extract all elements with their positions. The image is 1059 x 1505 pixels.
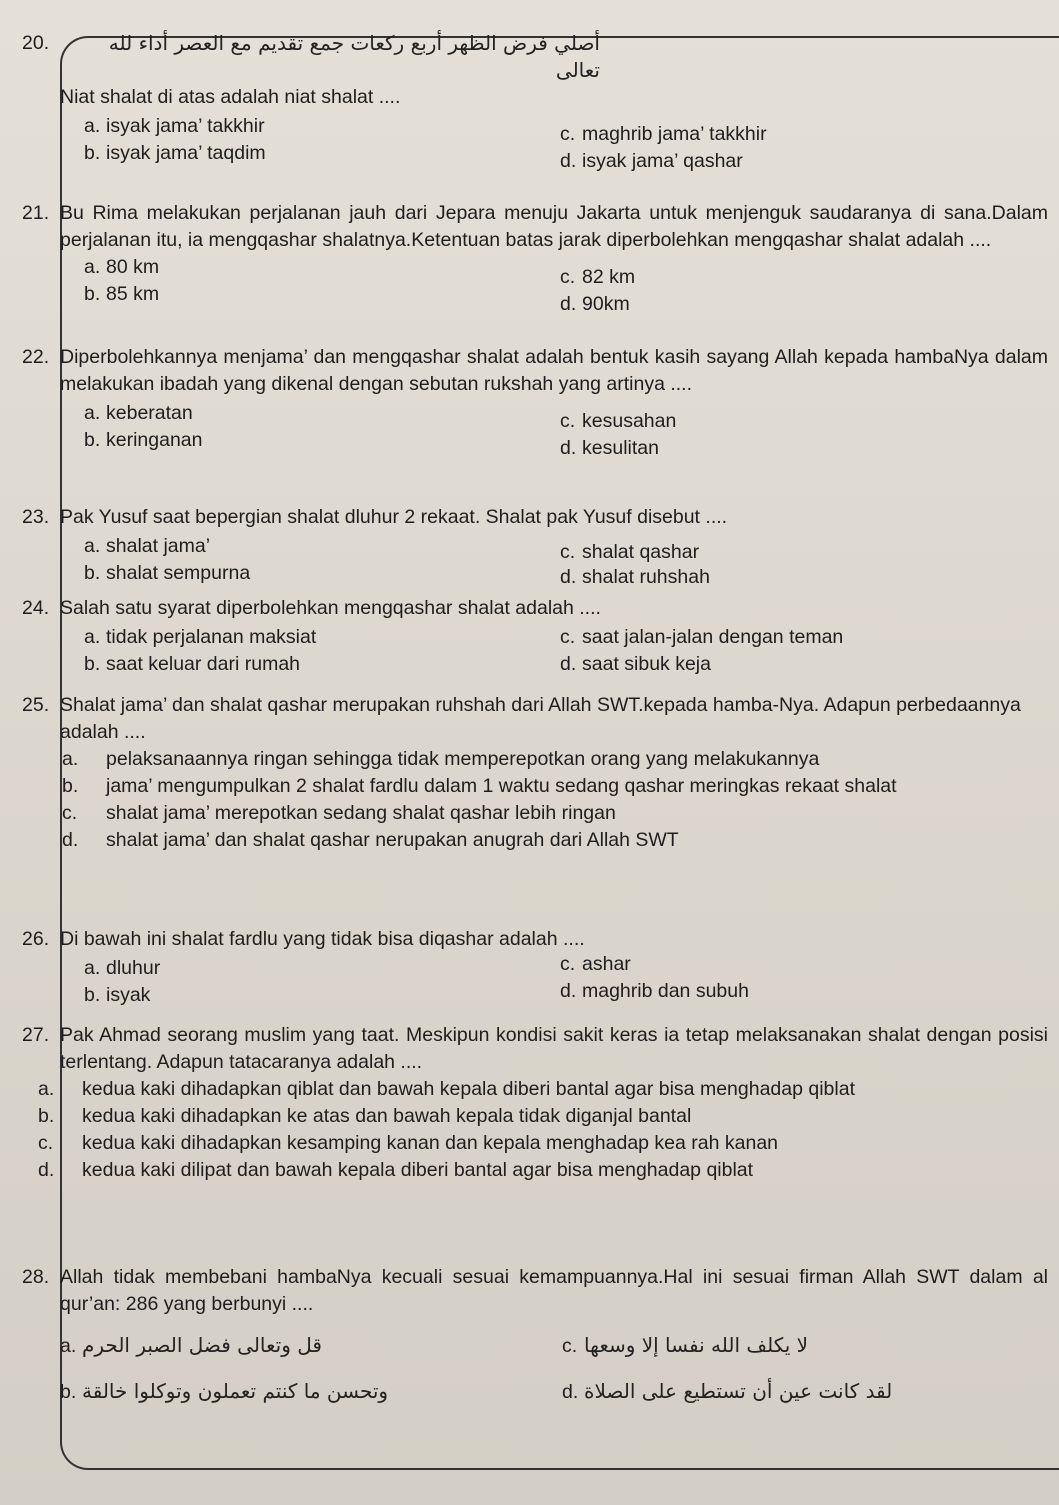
option-b[interactable]: b. jama’ mengumpulkan 2 shalat fardlu dalam 1 waktu sedang qashar meringkas rekaat shalat bbox=[62, 775, 897, 797]
question-text: Allah tidak membebani hambaNya kecuali sesuai kemampuannya.Hal ini sesuai firman Allah SWT dalam al qur’an: 286 yang berbunyi .... bbox=[60, 1266, 1048, 1315]
question-number: 22. bbox=[22, 346, 50, 368]
option-c[interactable]: c. saat jalan-jalan dengan teman bbox=[560, 626, 844, 648]
option-c[interactable]: c. maghrib jama’ takkhir bbox=[560, 123, 767, 145]
option-c[interactable]: c. shalat qashar bbox=[560, 541, 700, 563]
question-number: 20. bbox=[22, 32, 50, 54]
question-number: 26. bbox=[22, 928, 50, 950]
option-a[interactable]: a. kedua kaki dihadapkan qiblat dan bawah kepala diberi bantal agar bisa menghadap qiblat bbox=[38, 1078, 855, 1100]
arabic-option-text: لا يكلف الله نفسا إلا وسعها bbox=[584, 1333, 809, 1357]
question-text: Di bawah ini shalat fardlu yang tidak bisa diqashar adalah .... bbox=[60, 928, 585, 950]
question-20 bbox=[22, 30, 1052, 172]
option-d[interactable]: d. shalat ruhshah bbox=[560, 566, 710, 588]
question-text: Pak Ahmad seorang muslim yang taat. Meskipun kondisi sakit keras ia tetap melaksanakan shalat dengan posisi terlentang. Adapun tatacaranya adalah .... bbox=[60, 1024, 1048, 1073]
question-text: Salah satu syarat diperbolehkan mengqashar shalat adalah .... bbox=[60, 597, 601, 619]
question-number: 27. bbox=[22, 1024, 50, 1046]
option-c[interactable]: c. kesusahan bbox=[560, 410, 677, 432]
option-b[interactable]: b. keringanan bbox=[84, 429, 203, 451]
option-c[interactable]: c. shalat jama’ merepotkan sedang shalat qashar lebih ringan bbox=[62, 802, 616, 824]
option-a[interactable]: a. dluhur bbox=[84, 957, 161, 979]
option-d[interactable]: d. shalat jama’ dan shalat qashar nerupakan anugrah dari Allah SWT bbox=[62, 829, 679, 851]
option-c[interactable]: c. لا يكلف الله نفسا إلا وسعها bbox=[562, 1333, 809, 1357]
question-26 bbox=[22, 926, 1052, 1009]
option-b[interactable]: b. وتحسن ما كنتم تعملون وتوكلوا خالقة bbox=[60, 1379, 389, 1403]
question-text: Pak Yusuf saat bepergian shalat dluhur 2 rekaat. Shalat pak Yusuf disebut .... bbox=[60, 506, 728, 528]
option-d[interactable]: d. kesulitan bbox=[560, 437, 659, 459]
option-b[interactable]: b. isyak bbox=[84, 984, 151, 1006]
question-number: 23. bbox=[22, 506, 50, 528]
option-a[interactable]: a. isyak jama’ takkhir bbox=[84, 115, 265, 137]
option-c[interactable]: c. ashar bbox=[560, 953, 631, 975]
arabic-niat-text: أصلي فرض الظهر أربع ركعات جمع تقديم مع العصر أداء لله تعالى bbox=[108, 31, 600, 82]
option-d[interactable]: d. 90km bbox=[560, 293, 630, 315]
question-number: 24. bbox=[22, 597, 50, 619]
option-a[interactable]: a. 80 km bbox=[84, 256, 160, 278]
option-d[interactable]: d. لقد كانت عين أن تستطيع على الصلاة bbox=[562, 1379, 893, 1403]
question-number: 28. bbox=[22, 1266, 50, 1288]
option-a[interactable]: a. tidak perjalanan maksiat bbox=[84, 626, 317, 648]
question-text: Niat shalat di atas adalah niat shalat .... bbox=[60, 86, 401, 108]
question-25 bbox=[22, 692, 1052, 854]
option-b[interactable]: b. kedua kaki dihadapkan ke atas dan bawah kepala tidak diganjal bantal bbox=[38, 1105, 692, 1127]
option-d[interactable]: d. isyak jama’ qashar bbox=[560, 150, 743, 172]
arabic-option-text: لقد كانت عين أن تستطيع على الصلاة bbox=[584, 1379, 893, 1403]
option-b[interactable]: b. isyak jama’ taqdim bbox=[84, 142, 266, 164]
option-b[interactable]: b. shalat sempurna bbox=[84, 562, 251, 584]
option-d[interactable]: d. saat sibuk keja bbox=[560, 653, 711, 675]
question-text: Shalat jama’ dan shalat qashar merupakan ruhshah dari Allah SWT.kepada hamba-Nya. Adapun perbedaannya adalah .... bbox=[60, 694, 1021, 743]
option-b[interactable]: b. saat keluar dari rumah bbox=[84, 653, 301, 675]
option-a[interactable]: a. قل وتعالى فضل الصبر الحرم bbox=[60, 1333, 322, 1357]
arabic-option-text: قل وتعالى فضل الصبر الحرم bbox=[82, 1333, 322, 1357]
question-27 bbox=[22, 1022, 1052, 1184]
option-c[interactable]: c. kedua kaki dihadapkan kesamping kanan dan kepala menghadap kea rah kanan bbox=[38, 1132, 779, 1154]
option-d[interactable]: d. maghrib dan subuh bbox=[560, 980, 749, 1002]
question-text: Bu Rima melakukan perjalanan jauh dari Jepara menuju Jakarta untuk menjenguk saudaranya di sana.Dalam perjalanan itu, ia mengqashar shalatnya.Ketentuan batas jarak diperbolehkan mengqashar shalat adalah .... bbox=[60, 202, 1048, 251]
option-c[interactable]: c. 82 km bbox=[560, 266, 636, 288]
option-a[interactable]: a. pelaksanaannya ringan sehingga tidak memperepotkan orang yang melakukannya bbox=[62, 748, 820, 770]
question-23 bbox=[22, 504, 1052, 587]
question-number: 25. bbox=[22, 694, 50, 716]
option-b[interactable]: b. 85 km bbox=[84, 283, 160, 305]
arabic-option-text: وتحسن ما كنتم تعملون وتوكلوا خالقة bbox=[82, 1379, 389, 1403]
option-d[interactable]: d. kedua kaki dilipat dan bawah kepala diberi bantal agar bisa menghadap qiblat bbox=[38, 1159, 754, 1181]
question-text: Diperbolehkannya menjama’ dan mengqashar shalat adalah bentuk kasih sayang Allah kepada hambaNya dalam melakukan ibadah yang dikenal dengan sebutan rukshah yang artinya .... bbox=[60, 346, 1048, 395]
question-22 bbox=[22, 344, 1052, 459]
question-28 bbox=[22, 1264, 1052, 1424]
question-21 bbox=[22, 200, 1052, 315]
option-a[interactable]: a. keberatan bbox=[84, 402, 193, 424]
question-24 bbox=[22, 595, 1052, 678]
option-a[interactable]: a. shalat jama’ bbox=[84, 535, 211, 557]
question-number: 21. bbox=[22, 202, 50, 224]
